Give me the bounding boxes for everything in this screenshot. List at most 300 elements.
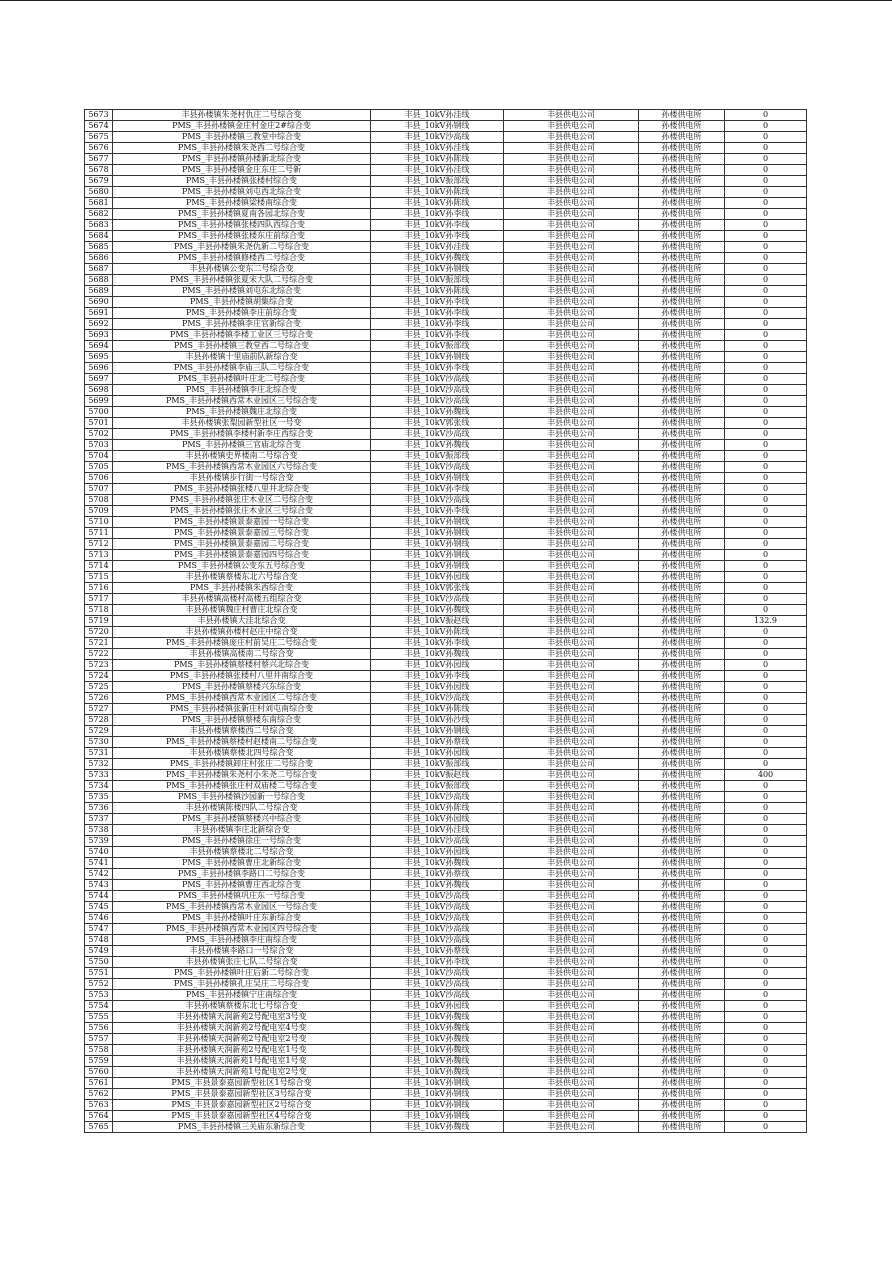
table-row [85, 297, 807, 308]
load-value: 0 [725, 363, 807, 374]
substation-name: PMS_丰县孙楼镇景泰嘉园四号综合变 [113, 550, 371, 561]
row-id: 5683 [85, 220, 113, 231]
substation-name: 丰县孙楼镇蔡楼东北七号综合变 [113, 1001, 371, 1012]
load-value: 0 [725, 275, 807, 286]
substation-name: PMS_丰县孙楼镇张楼东庄前综合变 [113, 231, 371, 242]
power-station: 孙楼供电所 [639, 550, 725, 561]
row-id: 5684 [85, 231, 113, 242]
power-station: 孙楼供电所 [639, 242, 725, 253]
table-row [85, 803, 807, 814]
row-id: 5737 [85, 814, 113, 825]
county-company: 丰县供电公司 [504, 418, 639, 429]
substation-name: PMS_丰县孙楼镇魏庄北综合变 [113, 407, 371, 418]
row-id: 5697 [85, 374, 113, 385]
power-station: 孙楼供电所 [639, 517, 725, 528]
county-company: 丰县供电公司 [504, 1078, 639, 1089]
feeder-line: 丰县_10kV振赵线 [371, 616, 504, 627]
substation-name: PMS_丰县孙楼镇蔡楼兴中综合变 [113, 814, 371, 825]
row-id: 5756 [85, 1023, 113, 1034]
substation-name: PMS_丰县孙楼镇叶庄后新二号综合变 [113, 968, 371, 979]
substation-name: PMS_丰县孙楼镇叶庄东新综合变 [113, 913, 371, 924]
county-company: 丰县供电公司 [504, 715, 639, 726]
table-row [85, 451, 807, 462]
table-row [85, 110, 807, 121]
table-row [85, 231, 807, 242]
load-value: 0 [725, 352, 807, 363]
county-company: 丰县供电公司 [504, 605, 639, 616]
table-row [85, 396, 807, 407]
county-company: 丰县供电公司 [504, 583, 639, 594]
table-row [85, 352, 807, 363]
power-station: 孙楼供电所 [639, 143, 725, 154]
county-company: 丰县供电公司 [504, 770, 639, 781]
row-id: 5700 [85, 407, 113, 418]
row-id: 5752 [85, 979, 113, 990]
load-value: 0 [725, 759, 807, 770]
power-station: 孙楼供电所 [639, 352, 725, 363]
row-id: 5699 [85, 396, 113, 407]
row-id: 5721 [85, 638, 113, 649]
row-id: 5711 [85, 528, 113, 539]
feeder-line: 丰县_10kV孙魏线 [371, 1067, 504, 1078]
table-row [85, 605, 807, 616]
row-id: 5702 [85, 429, 113, 440]
load-value: 0 [725, 550, 807, 561]
table-row [85, 1100, 807, 1111]
row-id: 5678 [85, 165, 113, 176]
feeder-line: 丰县_10kV沙高线 [371, 495, 504, 506]
power-station: 孙楼供电所 [639, 748, 725, 759]
power-station: 孙楼供电所 [639, 1111, 725, 1122]
table-row [85, 561, 807, 572]
load-value: 0 [725, 572, 807, 583]
county-company: 丰县供电公司 [504, 341, 639, 352]
county-company: 丰县供电公司 [504, 1089, 639, 1100]
substation-name: PMS_丰县孙楼镇西常木业园区三号综合变 [113, 396, 371, 407]
row-id: 5718 [85, 605, 113, 616]
row-id: 5720 [85, 627, 113, 638]
feeder-line: 丰县_10kV孙魏线 [371, 1056, 504, 1067]
feeder-line: 丰县_10kV孙李线 [371, 638, 504, 649]
load-value: 0 [725, 231, 807, 242]
row-id: 5677 [85, 154, 113, 165]
load-value: 0 [725, 418, 807, 429]
power-station: 孙楼供电所 [639, 869, 725, 880]
row-id: 5685 [85, 242, 113, 253]
load-value: 0 [725, 407, 807, 418]
table-row [85, 880, 807, 891]
power-station: 孙楼供电所 [639, 407, 725, 418]
load-value: 0 [725, 143, 807, 154]
substation-name: 丰县孙楼镇天润新苑2号配电室1号变 [113, 1045, 371, 1056]
load-value: 0 [725, 1100, 807, 1111]
load-value: 0 [725, 913, 807, 924]
power-station: 孙楼供电所 [639, 506, 725, 517]
power-station: 孙楼供电所 [639, 737, 725, 748]
county-company: 丰县供电公司 [504, 143, 639, 154]
row-id: 5698 [85, 385, 113, 396]
load-value: 0 [725, 935, 807, 946]
feeder-line: 丰县_10kV孙钢线 [371, 726, 504, 737]
table-row [85, 220, 807, 231]
county-company: 丰县供电公司 [504, 319, 639, 330]
substation-name: PMS_丰县孙楼镇李庄南综合变 [113, 935, 371, 946]
feeder-line: 丰县_10kV沙高线 [371, 836, 504, 847]
load-value: 0 [725, 341, 807, 352]
substation-name: PMS_丰县孙楼镇景泰嘉园三号综合变 [113, 528, 371, 539]
substation-name: PMS_丰县景泰嘉园新型社区4号综合变 [113, 1111, 371, 1122]
row-id: 5732 [85, 759, 113, 770]
county-company: 丰县供电公司 [504, 407, 639, 418]
row-id: 5750 [85, 957, 113, 968]
load-value: 0 [725, 176, 807, 187]
county-company: 丰县供电公司 [504, 363, 639, 374]
power-station: 孙楼供电所 [639, 165, 725, 176]
county-company: 丰县供电公司 [504, 693, 639, 704]
feeder-line: 丰县_10kV郭张线 [371, 418, 504, 429]
feeder-line: 丰县_10kV孙李线 [371, 671, 504, 682]
load-value: 0 [725, 429, 807, 440]
power-station: 孙楼供电所 [639, 946, 725, 957]
county-company: 丰县供电公司 [504, 121, 639, 132]
row-id: 5708 [85, 495, 113, 506]
feeder-line: 丰县_10kV孙李线 [371, 330, 504, 341]
county-company: 丰县供电公司 [504, 330, 639, 341]
power-station: 孙楼供电所 [639, 231, 725, 242]
feeder-line: 丰县_10kV孙魏线 [371, 253, 504, 264]
row-id: 5676 [85, 143, 113, 154]
table-row [85, 154, 807, 165]
county-company: 丰县供电公司 [504, 748, 639, 759]
table-row [85, 902, 807, 913]
feeder-line: 丰县_10kV孙魏线 [371, 880, 504, 891]
table-row [85, 264, 807, 275]
load-value: 0 [725, 715, 807, 726]
table-row [85, 781, 807, 792]
load-value: 0 [725, 297, 807, 308]
table-row [85, 1001, 807, 1012]
table-row [85, 869, 807, 880]
load-value: 0 [725, 1012, 807, 1023]
power-station: 孙楼供电所 [639, 308, 725, 319]
county-company: 丰县供电公司 [504, 924, 639, 935]
load-value: 0 [725, 242, 807, 253]
substation-name: PMS_丰县孙楼镇孙楼新北综合变 [113, 154, 371, 165]
power-station: 孙楼供电所 [639, 1122, 725, 1133]
county-company: 丰县供电公司 [504, 1100, 639, 1111]
county-company: 丰县供电公司 [504, 528, 639, 539]
substation-name: PMS_丰县孙楼镇景泰嘉园二号综合变 [113, 539, 371, 550]
row-id: 5719 [85, 616, 113, 627]
power-station: 孙楼供电所 [639, 451, 725, 462]
power-station: 孙楼供电所 [639, 1089, 725, 1100]
row-id: 5686 [85, 253, 113, 264]
feeder-line: 丰县_10kV孙蔡线 [371, 946, 504, 957]
substation-name: PMS_丰县孙楼镇蔡楼东南综合变 [113, 715, 371, 726]
row-id: 5733 [85, 770, 113, 781]
table-row [85, 330, 807, 341]
power-station: 孙楼供电所 [639, 605, 725, 616]
county-company: 丰县供电公司 [504, 1056, 639, 1067]
row-id: 5712 [85, 539, 113, 550]
feeder-line: 丰县_10kV孙园线 [371, 1001, 504, 1012]
power-station: 孙楼供电所 [639, 825, 725, 836]
row-id: 5722 [85, 649, 113, 660]
power-station: 孙楼供电所 [639, 715, 725, 726]
power-station: 孙楼供电所 [639, 880, 725, 891]
substation-name: PMS_丰县孙楼镇朱尧村小朱尧二号综合变 [113, 770, 371, 781]
substation-name: PMS_丰县孙楼镇李庄北综合变 [113, 385, 371, 396]
row-id: 5674 [85, 121, 113, 132]
feeder-line: 丰县_10kV沙高线 [371, 891, 504, 902]
substation-name: PMS_丰县孙楼镇张新庄村刘屯南综合变 [113, 704, 371, 715]
substation-name: PMS_丰县孙楼镇张楼四队西综合变 [113, 220, 371, 231]
county-company: 丰县供电公司 [504, 737, 639, 748]
table-row [85, 363, 807, 374]
power-station: 孙楼供电所 [639, 484, 725, 495]
load-value: 0 [725, 1089, 807, 1100]
feeder-line: 丰县_10kV沙高线 [371, 902, 504, 913]
substation-name: PMS_丰县孙楼镇徐庄一号综合变 [113, 836, 371, 847]
power-station: 孙楼供电所 [639, 209, 725, 220]
county-company: 丰县供电公司 [504, 242, 639, 253]
load-value: 0 [725, 803, 807, 814]
feeder-line: 丰县_10kV孙魏线 [371, 1045, 504, 1056]
power-station: 孙楼供电所 [639, 319, 725, 330]
load-value: 0 [725, 253, 807, 264]
load-value: 0 [725, 957, 807, 968]
feeder-line: 丰县_10kV沙高线 [371, 979, 504, 990]
county-company: 丰县供电公司 [504, 286, 639, 297]
feeder-line: 丰县_10kV孙李线 [371, 319, 504, 330]
county-company: 丰县供电公司 [504, 627, 639, 638]
load-value: 0 [725, 946, 807, 957]
row-id: 5764 [85, 1111, 113, 1122]
load-value: 0 [725, 451, 807, 462]
table-row [85, 484, 807, 495]
substation-name: PMS_丰县孙楼镇朱尧仇新二号综合变 [113, 242, 371, 253]
feeder-line: 丰县_10kV沙高线 [371, 132, 504, 143]
county-company: 丰县供电公司 [504, 1122, 639, 1133]
feeder-line: 丰县_10kV孙洼线 [371, 165, 504, 176]
row-id: 5709 [85, 506, 113, 517]
feeder-line: 丰县_10kV孙钢线 [371, 121, 504, 132]
power-station: 孙楼供电所 [639, 1034, 725, 1045]
row-id: 5694 [85, 341, 113, 352]
table-row [85, 924, 807, 935]
substation-name: PMS_丰县孙楼镇朱尧西二号综合变 [113, 143, 371, 154]
feeder-line: 丰县_10kV孙魏线 [371, 440, 504, 451]
power-station: 孙楼供电所 [639, 418, 725, 429]
row-id: 5688 [85, 275, 113, 286]
table-row [85, 836, 807, 847]
row-id: 5682 [85, 209, 113, 220]
power-station: 孙楼供电所 [639, 363, 725, 374]
county-company: 丰县供电公司 [504, 220, 639, 231]
load-value: 0 [725, 484, 807, 495]
feeder-line: 丰县_10kV孙李线 [371, 231, 504, 242]
power-station: 孙楼供电所 [639, 572, 725, 583]
feeder-line: 丰县_10kV孙陈线 [371, 704, 504, 715]
table-row [85, 913, 807, 924]
feeder-line: 丰县_10kV孙陈线 [371, 154, 504, 165]
power-station: 孙楼供电所 [639, 561, 725, 572]
substation-name: 丰县孙楼镇史界楼南二号综合变 [113, 451, 371, 462]
load-value: 400 [725, 770, 807, 781]
substation-name: 丰县孙楼镇李路口一号综合变 [113, 946, 371, 957]
load-value: 0 [725, 627, 807, 638]
substation-name: PMS_丰县孙楼镇蔡楼兴东综合变 [113, 682, 371, 693]
county-company: 丰县供电公司 [504, 792, 639, 803]
load-value: 0 [725, 132, 807, 143]
substation-name: 丰县孙楼镇李庄北新综合变 [113, 825, 371, 836]
power-station: 孙楼供电所 [639, 539, 725, 550]
substation-name: PMS_丰县孙楼镇张楼村八里井南综合变 [113, 671, 371, 682]
power-station: 孙楼供电所 [639, 1056, 725, 1067]
table-row [85, 704, 807, 715]
feeder-line: 丰县_10kV沙高线 [371, 396, 504, 407]
load-value: 0 [725, 836, 807, 847]
power-station: 孙楼供电所 [639, 616, 725, 627]
load-value: 132.9 [725, 616, 807, 627]
table-row [85, 616, 807, 627]
load-value: 0 [725, 308, 807, 319]
substation-name: PMS_丰县孙楼镇张庄村双庙楼二号综合变 [113, 781, 371, 792]
feeder-line: 丰县_10kV郭张线 [371, 583, 504, 594]
row-id: 5736 [85, 803, 113, 814]
feeder-line: 丰县_10kV孙园线 [371, 572, 504, 583]
table-row [85, 682, 807, 693]
row-id: 5723 [85, 660, 113, 671]
county-company: 丰县供电公司 [504, 231, 639, 242]
county-company: 丰县供电公司 [504, 473, 639, 484]
county-company: 丰县供电公司 [504, 374, 639, 385]
county-company: 丰县供电公司 [504, 671, 639, 682]
substation-name: 丰县孙楼镇蔡楼北二号综合变 [113, 847, 371, 858]
feeder-line: 丰县_10kV孙园线 [371, 847, 504, 858]
feeder-line: 丰县_10kV沙高线 [371, 385, 504, 396]
feeder-line: 丰县_10kV孙钢线 [371, 1078, 504, 1089]
power-station: 孙楼供电所 [639, 440, 725, 451]
table-row [85, 253, 807, 264]
county-company: 丰县供电公司 [504, 979, 639, 990]
feeder-line: 丰县_10kV沙高线 [371, 968, 504, 979]
table-row [85, 286, 807, 297]
load-value: 0 [725, 220, 807, 231]
substation-name: 丰县孙楼镇高楼村高楼五组综合变 [113, 594, 371, 605]
substation-name: 丰县孙楼镇公变东二号综合变 [113, 264, 371, 275]
substation-name: PMS_丰县景泰嘉园新型社区3号综合变 [113, 1089, 371, 1100]
county-company: 丰县供电公司 [504, 814, 639, 825]
power-station: 孙楼供电所 [639, 374, 725, 385]
row-id: 5701 [85, 418, 113, 429]
power-station: 孙楼供电所 [639, 924, 725, 935]
power-station: 孙楼供电所 [639, 957, 725, 968]
feeder-line: 丰县_10kV振部线 [371, 781, 504, 792]
power-station: 孙楼供电所 [639, 176, 725, 187]
power-station: 孙楼供电所 [639, 891, 725, 902]
substation-name: PMS_丰县孙楼镇巩庄东一号综合变 [113, 891, 371, 902]
substation-name: PMS_丰县孙楼镇卸庄村张庄二号综合变 [113, 759, 371, 770]
county-company: 丰县供电公司 [504, 550, 639, 561]
feeder-line: 丰县_10kV孙钢线 [371, 561, 504, 572]
feeder-line: 丰县_10kV孙钢线 [371, 1111, 504, 1122]
load-value: 0 [725, 495, 807, 506]
table-row [85, 671, 807, 682]
power-station: 孙楼供电所 [639, 704, 725, 715]
county-company: 丰县供电公司 [504, 198, 639, 209]
row-id: 5727 [85, 704, 113, 715]
substation-name: PMS_丰县孙楼镇三关庙东新综合变 [113, 1122, 371, 1133]
feeder-line: 丰县_10kV孙李线 [371, 209, 504, 220]
power-station: 孙楼供电所 [639, 847, 725, 858]
substation-name: PMS_丰县孙楼镇曹庄北新综合变 [113, 858, 371, 869]
substation-name: PMS_丰县孙楼镇蔡楼村蔡兴北综合变 [113, 660, 371, 671]
substation-name: PMS_丰县孙楼镇李楼工业区三号综合变 [113, 330, 371, 341]
feeder-line: 丰县_10kV孙园线 [371, 682, 504, 693]
load-value: 0 [725, 209, 807, 220]
substation-name: 丰县孙楼镇魏庄村曹庄北综合变 [113, 605, 371, 616]
feeder-line: 丰县_10kV孙钢线 [371, 352, 504, 363]
table-row [85, 209, 807, 220]
feeder-line: 丰县_10kV孙沙线 [371, 715, 504, 726]
feeder-line: 丰县_10kV孙陈线 [371, 286, 504, 297]
row-id: 5761 [85, 1078, 113, 1089]
county-company: 丰县供电公司 [504, 638, 639, 649]
load-value: 0 [725, 528, 807, 539]
table-row [85, 165, 807, 176]
table-row [85, 638, 807, 649]
power-station: 孙楼供电所 [639, 627, 725, 638]
county-company: 丰县供电公司 [504, 209, 639, 220]
row-id: 5762 [85, 1089, 113, 1100]
substation-name: PMS_丰县孙楼镇孔庄吴庄二号综合变 [113, 979, 371, 990]
substation-name: PMS_丰县孙楼镇西常木业园区一号综合变 [113, 902, 371, 913]
power-station: 孙楼供电所 [639, 1045, 725, 1056]
feeder-line: 丰县_10kV孙钢线 [371, 550, 504, 561]
power-station: 孙楼供电所 [639, 935, 725, 946]
power-station: 孙楼供电所 [639, 726, 725, 737]
row-id: 5746 [85, 913, 113, 924]
load-value: 0 [725, 902, 807, 913]
county-company: 丰县供电公司 [504, 1111, 639, 1122]
county-company: 丰县供电公司 [504, 132, 639, 143]
load-value: 0 [725, 594, 807, 605]
table-row [85, 990, 807, 1001]
county-company: 丰县供电公司 [504, 594, 639, 605]
feeder-line: 丰县_10kV振赵线 [371, 770, 504, 781]
substation-name: 丰县孙楼镇天润新苑2号配电室4号变 [113, 1023, 371, 1034]
substation-name: PMS_丰县孙楼镇刘屯西北综合变 [113, 187, 371, 198]
row-id: 5758 [85, 1045, 113, 1056]
feeder-line: 丰县_10kV孙魏线 [371, 407, 504, 418]
feeder-line: 丰县_10kV振部线 [371, 451, 504, 462]
load-value: 0 [725, 286, 807, 297]
feeder-line: 丰县_10kV沙高线 [371, 990, 504, 1001]
county-company: 丰县供电公司 [504, 572, 639, 583]
county-company: 丰县供电公司 [504, 836, 639, 847]
substation-name: PMS_丰县孙楼镇西常木业园区四号综合变 [113, 924, 371, 935]
row-id: 5717 [85, 594, 113, 605]
county-company: 丰县供电公司 [504, 682, 639, 693]
table-row [85, 847, 807, 858]
load-value: 0 [725, 1001, 807, 1012]
power-station: 孙楼供电所 [639, 330, 725, 341]
county-company: 丰县供电公司 [504, 704, 639, 715]
county-company: 丰县供电公司 [504, 1001, 639, 1012]
feeder-line: 丰县_10kV沙高线 [371, 594, 504, 605]
power-station: 孙楼供电所 [639, 770, 725, 781]
